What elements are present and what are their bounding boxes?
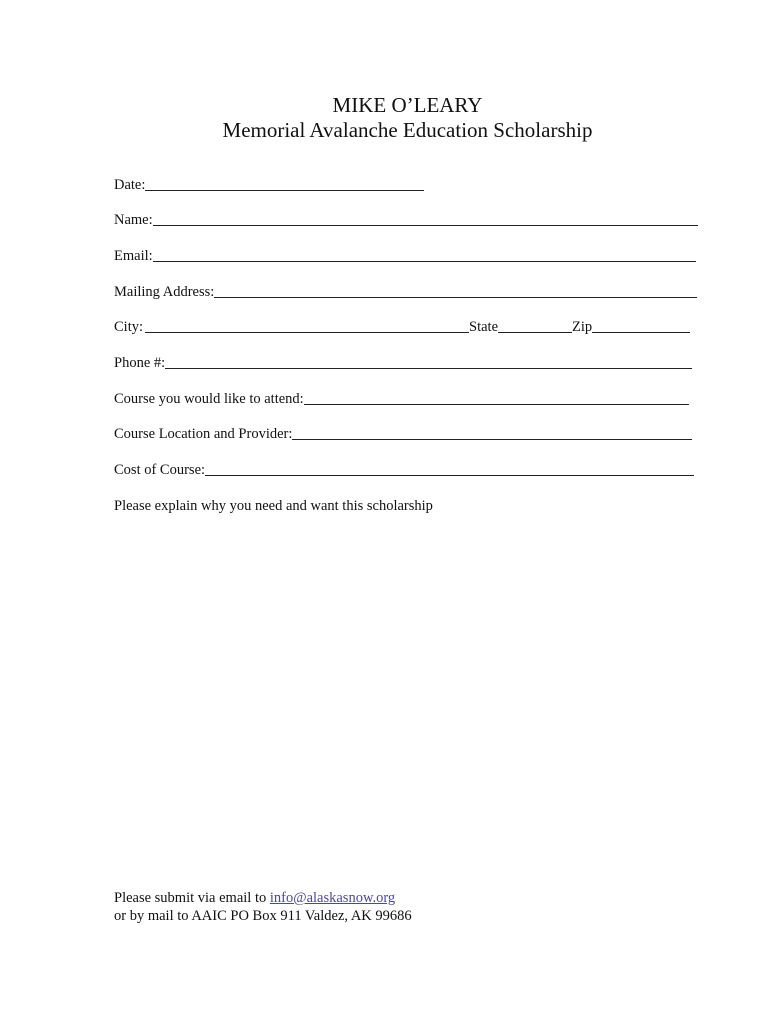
name-field-row — [114, 207, 698, 229]
phone-label: Phone #: — [114, 355, 166, 371]
mailing-address-label: Mailing Address: — [114, 284, 215, 300]
mail-line: or by mail to AAIC PO Box 911 Valdez, AK 99686 — [114, 908, 412, 924]
course-field-row — [114, 386, 689, 408]
name-input-line[interactable] — [153, 225, 698, 226]
zip-input-line[interactable] — [592, 332, 690, 333]
form-title: MIKE O’LEARY — [332, 93, 483, 117]
name-label: Name: — [114, 212, 153, 228]
cost-label: Cost of Course: — [114, 462, 206, 478]
location-field-row — [114, 421, 692, 443]
phone-field-row — [114, 350, 692, 372]
state-label: State — [469, 319, 499, 335]
state-input-line[interactable] — [498, 332, 572, 333]
course-input-line[interactable] — [304, 404, 689, 405]
cost-input-line[interactable] — [205, 475, 694, 476]
city-input-line[interactable] — [145, 332, 469, 333]
email-label: Email: — [114, 248, 153, 264]
date-label: Date: — [114, 177, 146, 193]
course-label: Course you would like to attend: — [114, 391, 304, 407]
mailing-address-input-line[interactable] — [214, 297, 697, 298]
form-subtitle: Memorial Avalanche Education Scholarship — [222, 118, 593, 142]
cost-field-row — [114, 457, 694, 479]
city-state-zip-row — [114, 314, 690, 336]
date-field-row — [114, 172, 424, 194]
mailing-address-field-row — [114, 279, 697, 301]
email-field-row — [114, 243, 696, 265]
phone-input-line[interactable] — [165, 368, 692, 369]
location-input-line[interactable] — [292, 439, 692, 440]
email-link[interactable]: info@alaskasnow.org — [269, 890, 396, 906]
email-input-line[interactable] — [153, 261, 696, 262]
city-label: City: — [114, 319, 144, 335]
submit-line — [114, 889, 395, 907]
zip-label: Zip — [572, 319, 593, 335]
submit-text: Please submit via email to — [114, 890, 270, 906]
location-label: Course Location and Provider: — [114, 426, 293, 442]
date-input-line[interactable] — [145, 190, 424, 191]
explain-prompt: Please explain why you need and want this scholarship — [114, 498, 433, 514]
